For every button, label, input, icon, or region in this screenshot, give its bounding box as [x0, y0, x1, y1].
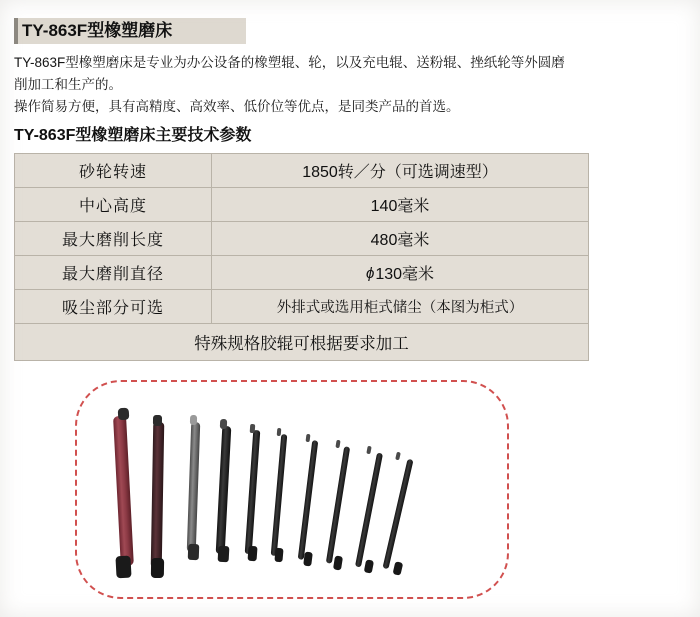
spec-value: 1850转／分（可选调速型） — [212, 154, 589, 188]
product-photo-frame — [75, 380, 509, 599]
spec-label: 最大磨削直径 — [15, 256, 212, 290]
spec-label: 砂轮转速 — [15, 154, 212, 188]
roller-dark-red-thick — [113, 408, 134, 579]
intro-line-1: TY-863F型橡塑磨床是专业为办公设备的橡塑辊、轮，以及充电辊、送粉辊、挫纸轮等外圆磨 — [14, 55, 565, 70]
spec-label: 吸尘部分可选 — [15, 290, 212, 324]
spec-label: 最大磨削长度 — [15, 222, 212, 256]
table-row — [15, 256, 589, 290]
table-row — [15, 188, 589, 222]
roller-black-medium — [216, 419, 232, 562]
spec-value: 480毫米 — [212, 222, 589, 256]
intro-paragraph — [14, 52, 686, 118]
spec-table — [14, 153, 589, 361]
spec-label: 中心高度 — [15, 188, 212, 222]
intro-line-2: 削加工和生产的。 — [14, 77, 122, 92]
roller-black-thin-2 — [271, 428, 288, 562]
spec-value: 140毫米 — [212, 188, 589, 222]
spec-footer-note: 特殊规格胶辊可根据要求加工 — [15, 324, 589, 361]
intro-line-3: 操作简易方便，具有高精度、高效率、低价位等优点，是同类产品的首选。 — [14, 99, 460, 114]
table-row — [15, 290, 589, 324]
roller-dark-maroon — [151, 415, 165, 578]
page-title: TY-863F型橡塑磨床 — [22, 21, 173, 40]
spec-value: 外排式或选用柜式储尘（本图为柜式） — [212, 290, 589, 324]
roller-black-thin-6 — [382, 452, 413, 576]
spec-section-heading: TY-863F型橡塑磨床主要技术参数 — [14, 127, 252, 144]
diameter-symbol: ϕ — [365, 265, 375, 282]
roller-black-thin-4 — [326, 440, 350, 571]
roller-black-thin-3 — [298, 434, 319, 567]
roller-black-thin-5 — [355, 446, 383, 574]
table-row — [15, 154, 589, 188]
product-photo-rollers — [77, 382, 507, 597]
roller-black-thin-1 — [245, 424, 261, 561]
table-row — [15, 222, 589, 256]
table-footer-row — [15, 324, 589, 361]
spec-value-text: 130毫米 — [375, 266, 435, 283]
spec-value-diameter — [212, 256, 589, 290]
roller-grey-medium — [187, 415, 201, 560]
